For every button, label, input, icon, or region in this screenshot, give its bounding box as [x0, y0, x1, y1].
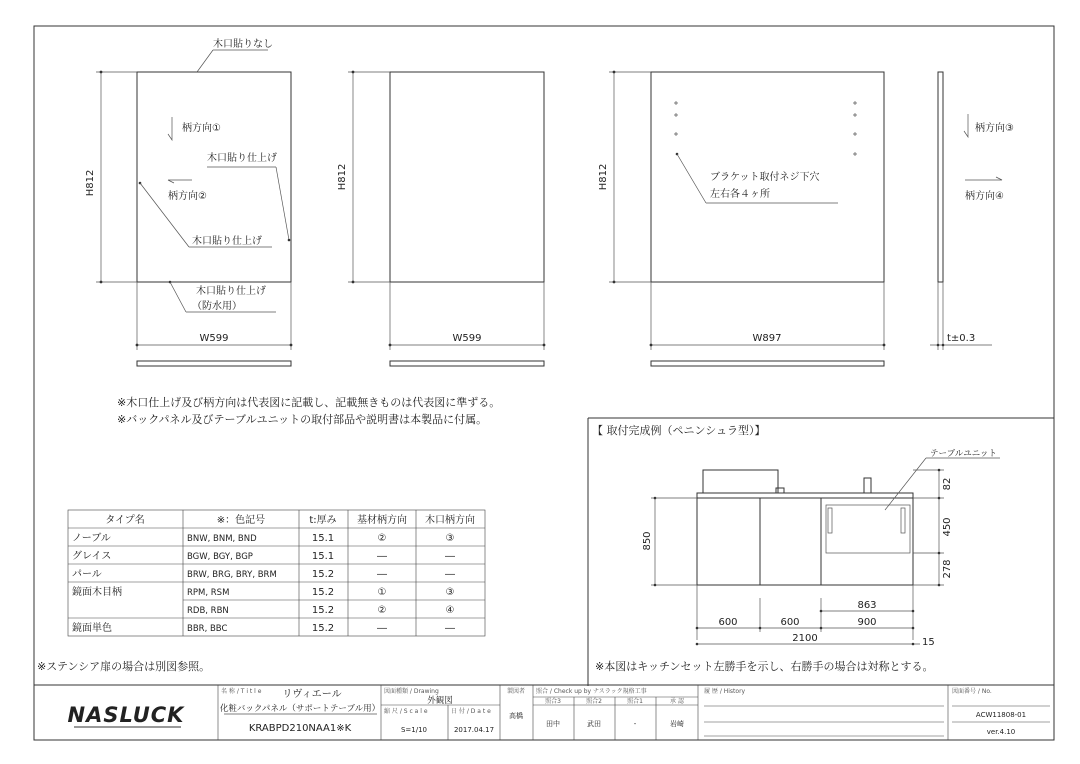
type-table-cell: ノーブル [72, 533, 111, 544]
brand-logo: NASLUCK [67, 703, 185, 727]
dim-h3: H812 [598, 163, 609, 191]
type-table-header: t:厚み [309, 515, 337, 526]
cabinet [697, 498, 821, 585]
type-table-cell: パール [72, 569, 102, 580]
dim-t: t±0.3 [947, 333, 976, 344]
type-table-cell: 15.2 [311, 623, 335, 634]
drawing-caption: 図面種類 / Drawing [384, 688, 439, 695]
check-sub: 承 認 [670, 698, 684, 705]
type-table-cell: ― [377, 551, 387, 562]
scale-value: S=1/10 [400, 726, 428, 734]
type-table-cell: ― [377, 623, 387, 634]
title-block [34, 685, 1054, 740]
type-table-cell: ② [377, 533, 387, 544]
label-grain-3: 柄方向③ [975, 123, 1014, 134]
type-table-cell: BGW, BGY, BGP [187, 552, 253, 562]
type-table-cell: ① [377, 587, 387, 598]
checker-name: 岩崎 [670, 720, 684, 728]
dim-w3: W897 [752, 333, 782, 344]
panel-1-plan [137, 361, 291, 366]
dim-h2: H812 [337, 163, 348, 191]
no-caption: 図面番号 / No. [952, 688, 992, 695]
dim-600a: 600 [718, 617, 738, 628]
checker-name: - [633, 720, 637, 728]
dim-w2: W599 [452, 333, 482, 344]
panel-2-body [390, 72, 544, 282]
example-title: 【 取付完成例（ペニンシュラ型）】 [592, 424, 766, 437]
type-table-cell: ③ [445, 587, 455, 598]
type-table-cell: 鏡面単色 [72, 623, 112, 634]
label-bracket-1: ブラケット取付ネジ下穴 [710, 172, 820, 183]
check-sub: 照合3 [545, 698, 561, 705]
date-caption: 日 付 / D a t e [451, 708, 491, 715]
label-edge-finish-2: 木口貼り仕上げ [192, 236, 262, 247]
type-table-cell: BNW, BNM, BND [187, 534, 257, 544]
dim-863: 863 [857, 600, 877, 611]
label-no-edge: 木口貼りなし [213, 39, 273, 50]
product-name: リヴィエール [282, 689, 342, 700]
dim-w1: W599 [199, 333, 229, 344]
dim-278: 278 [942, 559, 953, 579]
dim-82: 82 [942, 477, 953, 491]
type-table-cell: RDB, RBN [187, 606, 229, 616]
check-caption: 照合 / Check up by ナスラック規格工事 [536, 688, 647, 695]
drawing-number: ACW11808-01 [975, 711, 1027, 719]
label-edge-finish-wp-2: （防水用） [192, 301, 242, 312]
type-table-cell: ― [377, 569, 387, 580]
drafter-caption: 製図者 [506, 688, 526, 695]
note-stencil: ※ステンシア扉の場合は別図参照。 [37, 660, 211, 673]
type-table-cell: 15.1 [311, 533, 335, 544]
type-table-cell: ② [377, 605, 387, 616]
dim-2100: 2100 [792, 633, 818, 644]
type-table-header: ※：色記号 [216, 515, 266, 526]
back-panel [821, 498, 913, 585]
label-grain-2: 柄方向② [168, 191, 207, 202]
note-2: ※バックパネル及びテーブルユニットの取付部品や説明書は本製品に付属。 [117, 413, 488, 426]
table-unit [826, 505, 910, 553]
panel-1 [85, 37, 292, 366]
check-sub: 照合1 [627, 698, 643, 705]
dim-600b: 600 [780, 617, 800, 628]
checker-name: 田中 [546, 720, 560, 728]
drafter-name: 高橋 [509, 712, 523, 720]
type-table-cell: ― [445, 569, 455, 580]
bracket-holes [674, 101, 857, 156]
side-view [930, 72, 1014, 350]
panel-1-body [137, 72, 291, 282]
note-1: ※木口仕上げ及び柄方向は代表図に記載し、記載無きものは代表図に準ずる。 [117, 396, 501, 409]
dim-h1: H812 [85, 169, 96, 197]
dim-900: 900 [857, 617, 877, 628]
label-edge-finish-1: 木口貼り仕上げ [207, 153, 277, 164]
history-caption: 履 歴 / History [704, 688, 746, 695]
type-table [68, 510, 485, 636]
label-edge-finish-wp-1: 木口貼り仕上げ [196, 286, 266, 297]
product-desc: 化粧バックパネル（サポートテーブル用） [219, 704, 381, 714]
panel-3 [598, 71, 885, 366]
type-table-cell: 鏡面木目柄 [72, 587, 122, 598]
panel-3-plan [651, 361, 884, 366]
type-table-cell: BRW, BRG, BRY, BRM [187, 570, 277, 580]
sink [703, 470, 778, 493]
type-table-cell: 15.2 [311, 587, 335, 598]
label-bracket-2: 左右各４ヶ所 [710, 189, 770, 200]
label-table-unit: テーブルユニット [930, 449, 997, 459]
model-number: KRABPD210NAA1※K [248, 723, 352, 734]
type-table-header: 基材柄方向 [357, 515, 407, 526]
countertop [697, 493, 913, 498]
type-table-header: タイプ名 [105, 515, 145, 526]
scale-caption: 縮 尺 / S c a l e [384, 708, 428, 715]
type-table-cell: 15.2 [311, 605, 335, 616]
type-table-cell: グレイス [72, 551, 112, 562]
side-view-body [938, 72, 943, 282]
type-table-header: 木口柄方向 [425, 515, 475, 526]
note-kitchen: ※本図はキッチンセット左勝手を示し、右勝手の場合は対称とする。 [595, 660, 934, 673]
label-grain-1: 柄方向① [182, 123, 221, 134]
date-value: 2017.04.17 [453, 726, 495, 734]
type-table-cell: BBR, BBC [187, 624, 228, 634]
title-caption: 名 称 / T i t l e [221, 688, 262, 695]
panel-2 [337, 71, 545, 366]
type-table-cell: RPM, RSM [187, 588, 230, 598]
version: ver.4.10 [986, 728, 1016, 736]
stove-knob [776, 488, 784, 493]
panel-2-plan [390, 361, 544, 366]
label-grain-4: 柄方向④ [965, 191, 1004, 202]
dim-850: 850 [642, 531, 653, 551]
type-table-cell: 15.2 [311, 569, 335, 580]
check-sub: 照合2 [586, 698, 602, 705]
type-table-cell: ③ [445, 533, 455, 544]
faucet [864, 478, 871, 493]
drawing-type: 外観図 [427, 696, 453, 706]
type-table-cell: 15.1 [311, 551, 335, 562]
dim-450: 450 [942, 517, 953, 537]
type-table-cell: ― [445, 623, 455, 634]
type-table-cell: ― [445, 551, 455, 562]
installation-example [588, 418, 1054, 686]
dim-15: 15 [922, 637, 935, 648]
checker-name: 武田 [587, 720, 601, 728]
type-table-cell: ④ [445, 605, 455, 616]
